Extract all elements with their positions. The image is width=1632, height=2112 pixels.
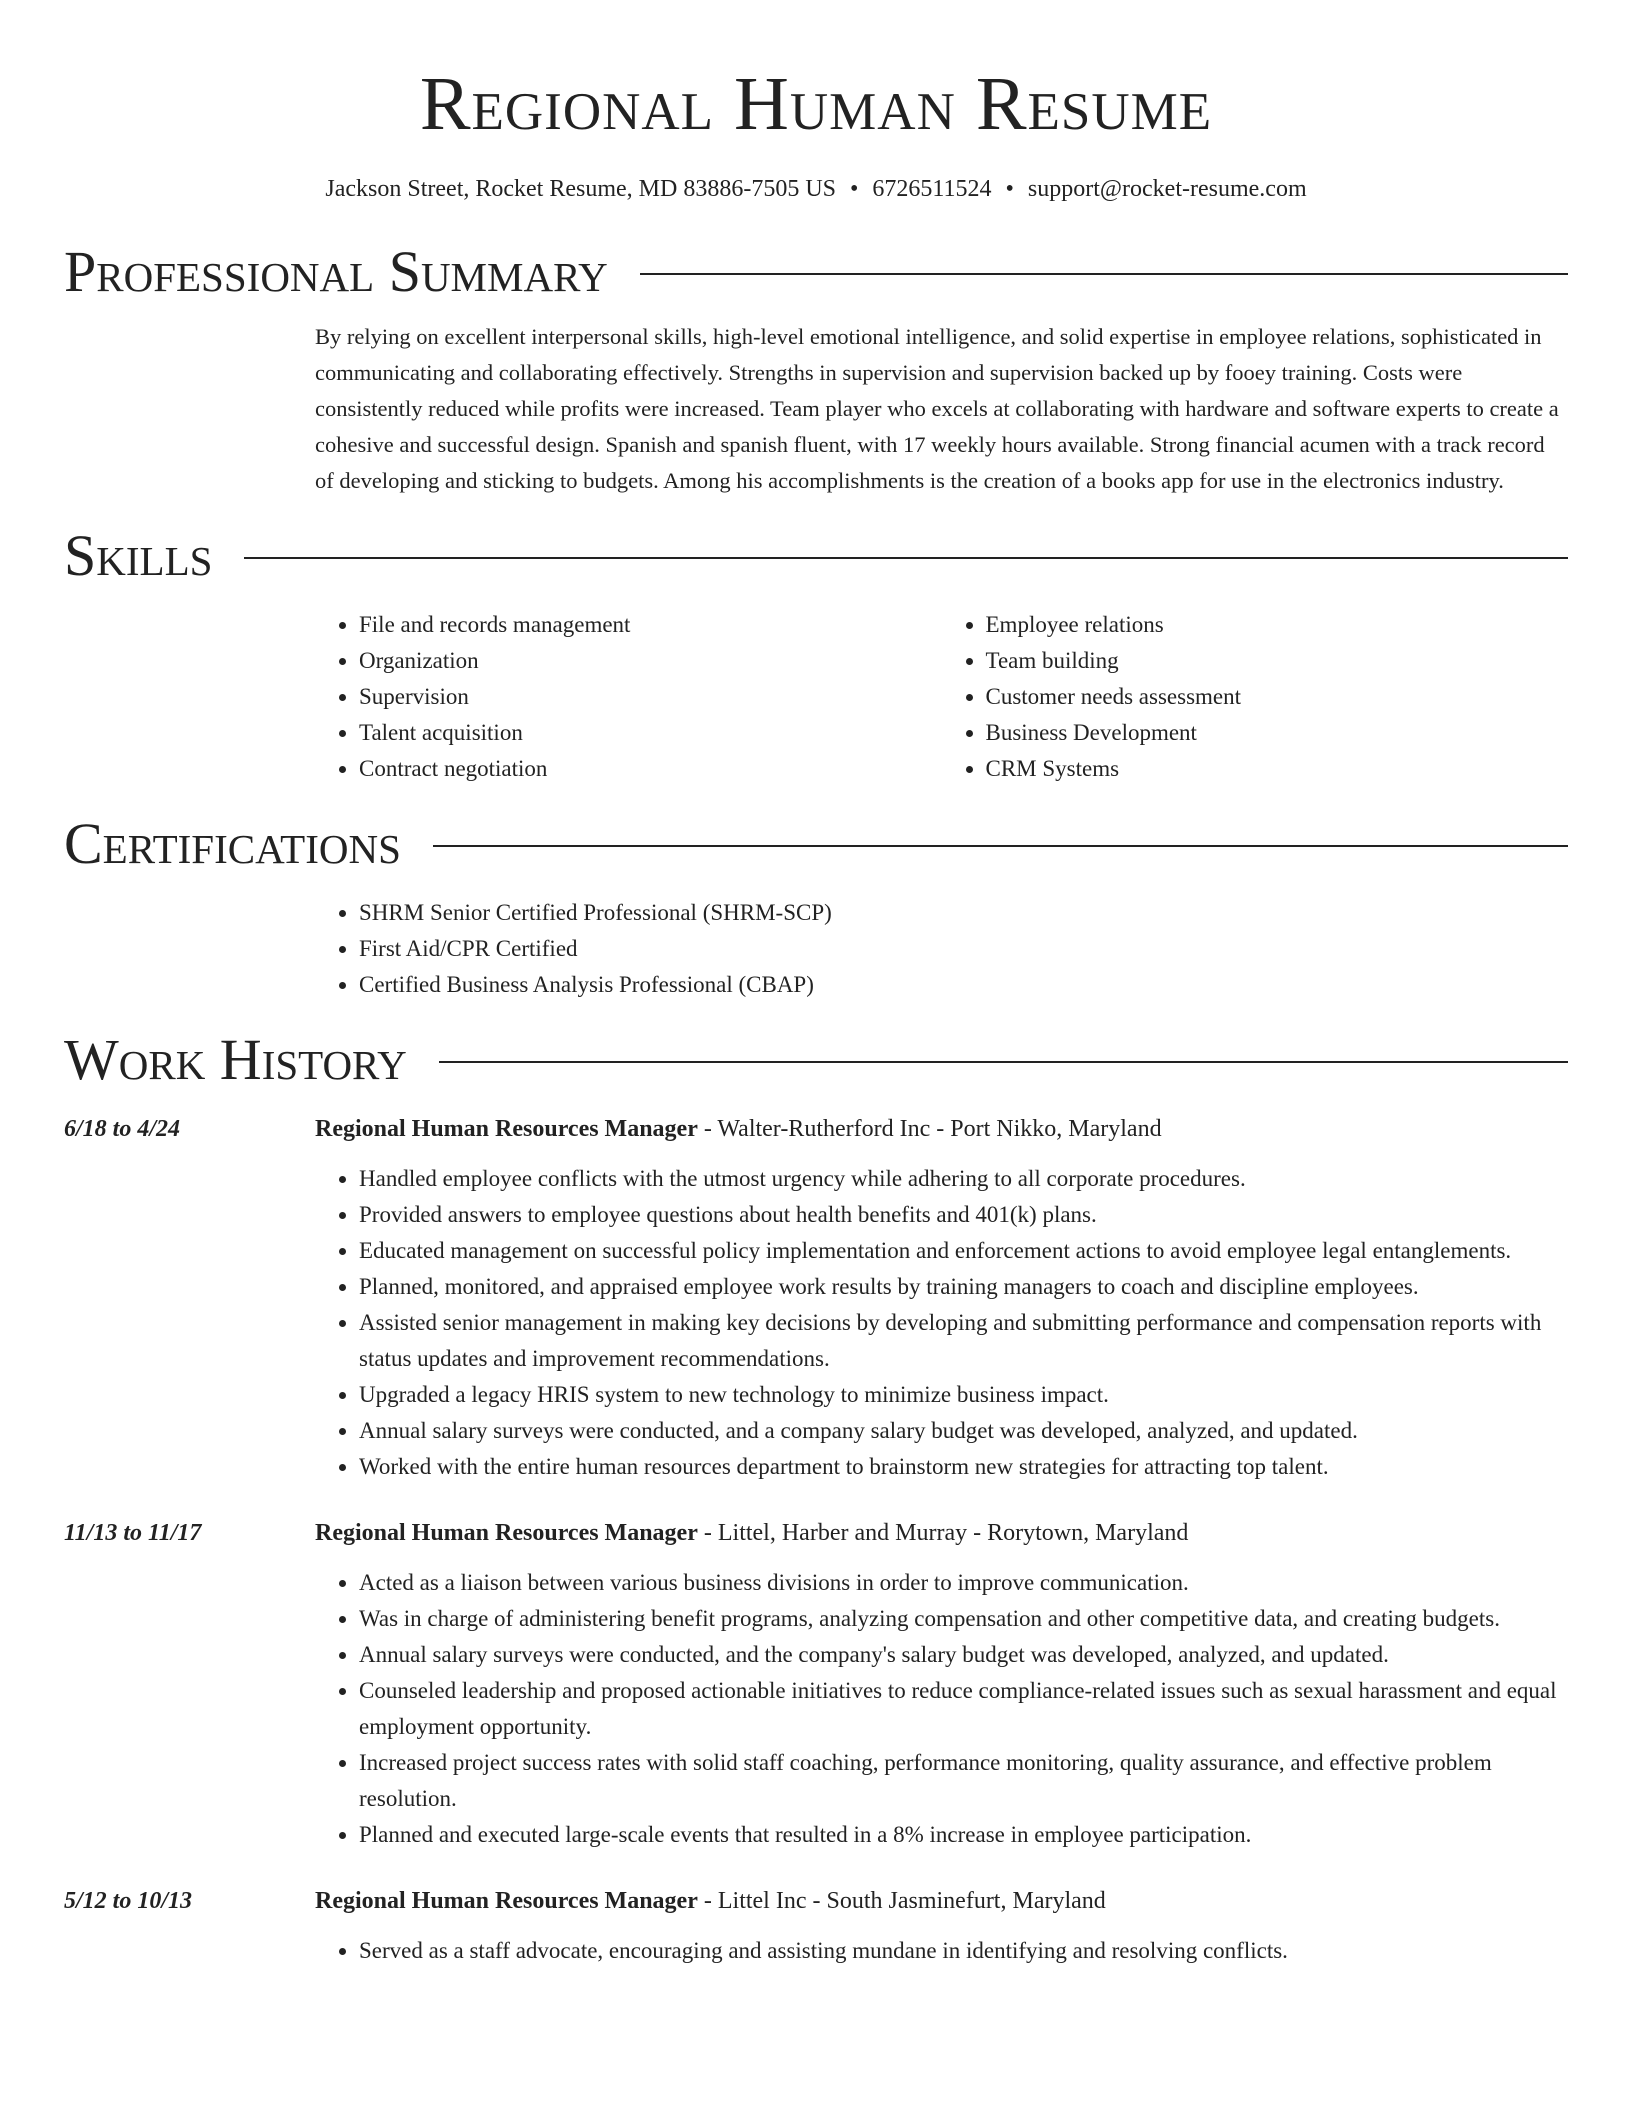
job-bullet: • Upgraded a legacy HRIS system to new technology to minimize business impact. bbox=[359, 1377, 1568, 1413]
job-title-line bbox=[315, 1515, 1188, 1551]
job-title-line bbox=[315, 1883, 1106, 1919]
job-bullet: • Provided answers to employee questions about health benefits and 401(k) plans. bbox=[359, 1197, 1568, 1233]
skill-item: • Supervision bbox=[359, 679, 942, 715]
job-bullet: • Assisted senior management in making key decisions by developing and submitting performance and compensation reports with status updates and improvement recommendations. bbox=[359, 1305, 1568, 1377]
section-header-work-history bbox=[64, 1027, 1568, 1092]
job-dates: 5/12 to 10/13 bbox=[64, 1888, 193, 1914]
skill-item: • Business Development bbox=[986, 715, 1569, 751]
skill-item: • Organization bbox=[359, 643, 942, 679]
job-header bbox=[64, 1883, 1568, 1919]
job-entry bbox=[64, 1883, 1568, 1969]
section-header-certifications bbox=[64, 811, 1568, 876]
skill-item: • File and records management bbox=[359, 607, 942, 643]
skill-item: • Talent acquisition bbox=[359, 715, 942, 751]
section-rule bbox=[244, 557, 1568, 559]
section-header-skills bbox=[64, 523, 1568, 588]
job-bullet: • Planned, monitored, and appraised employee work results by training managers to coach and discipline employees. bbox=[359, 1269, 1568, 1305]
job-bullet: • Increased project success rates with solid staff coaching, performance monitoring, quality assurance, and effective problem resolution. bbox=[359, 1745, 1568, 1817]
job-bullet: • Acted as a liaison between various business divisions in order to improve communication. bbox=[359, 1565, 1568, 1601]
job-title-line bbox=[315, 1111, 1162, 1147]
certification-item: • Certified Business Analysis Professional (CBAP) bbox=[359, 967, 1568, 1003]
certification-item: • SHRM Senior Certified Professional (SHRM-SCP) bbox=[359, 895, 1568, 931]
job-entry bbox=[64, 1111, 1568, 1485]
section-header-summary bbox=[64, 239, 1568, 304]
job-bullet: • Planned and executed large-scale events that resulted in a 8% increase in employee participation. bbox=[359, 1817, 1568, 1853]
job-dates: 6/18 to 4/24 bbox=[64, 1116, 181, 1142]
skill-item: • CRM Systems bbox=[986, 751, 1569, 787]
section-rule bbox=[640, 273, 1568, 275]
job-header bbox=[64, 1515, 1568, 1551]
skill-item: • Customer needs assessment bbox=[986, 679, 1569, 715]
job-bullet: • Worked with the entire human resources department to brainstorm new strategies for attracting top talent. bbox=[359, 1449, 1568, 1485]
job-bullet: • Counseled leadership and proposed actionable initiatives to reduce compliance-related issues such as sexual harassment and equal employment opportunity. bbox=[359, 1673, 1568, 1745]
contact-line bbox=[64, 176, 1568, 203]
job-bullet: • Annual salary surveys were conducted, and a company salary budget was developed, analyzed, and updated. bbox=[359, 1413, 1568, 1449]
section-rule bbox=[439, 1061, 1568, 1063]
resume-name: Regional Human Resume bbox=[419, 62, 1213, 146]
section-rule bbox=[433, 845, 1568, 847]
job-dates: 11/13 to 11/17 bbox=[64, 1520, 202, 1546]
certification-item: • First Aid/CPR Certified bbox=[359, 931, 1568, 967]
job-bullets bbox=[315, 1565, 1568, 1853]
job-bullet: • Handled employee conflicts with the utmost urgency while adhering to all corporate procedures. bbox=[359, 1161, 1568, 1197]
job-bullet: • Was in charge of administering benefit programs, analyzing compensation and other competitive data, and creating budgets. bbox=[359, 1601, 1568, 1637]
job-title: Regional Human Resources Manager bbox=[315, 1116, 698, 1142]
skill-item: • Team building bbox=[986, 643, 1569, 679]
summary-text: By relying on excellent interpersonal skills, high-level emotional intelligence, and solid expertise in employee relations, sophisticated in communicating and collaborating effectively. Strengths in supervision and supervision backed up by fooey training. Costs were consistently reduced while profits were increased. Team player who excels at collaborating with hardware and software experts to create a cohesive and successful design. Spanish and spanish fluent, with 17 weekly hours available. Strong financial acumen with a track record of developing and sticking to budgets. Among his accomplishments is the creation of a books app for use in the electronics industry. bbox=[315, 324, 1559, 493]
job-entry bbox=[64, 1515, 1568, 1853]
address: Jackson Street, Rocket Resume, MD 83886-7505 US bbox=[325, 176, 836, 202]
skill-item: • Employee relations bbox=[986, 607, 1569, 643]
job-bullet: • Educated management on successful policy implementation and enforcement actions to avoid employee legal entanglements. bbox=[359, 1233, 1568, 1269]
skill-item: • Contract negotiation bbox=[359, 751, 942, 787]
job-bullets bbox=[315, 1161, 1568, 1485]
job-employer: - Walter-Rutherford Inc - Port Nikko, Maryland bbox=[697, 1116, 1162, 1142]
job-bullet: • Annual salary surveys were conducted, and the company's salary budget was developed, analyzed, and updated. bbox=[359, 1637, 1568, 1673]
job-bullet: • Served as a staff advocate, encouraging and assisting mundane in identifying and resolving conflicts. bbox=[359, 1933, 1568, 1969]
contact-separator: • bbox=[850, 176, 859, 202]
section-title-skills: Skills bbox=[64, 523, 213, 588]
job-bullets bbox=[315, 1933, 1568, 1969]
section-title-summary: Professional Summary bbox=[64, 239, 608, 304]
skills-column-right bbox=[942, 607, 1569, 787]
job-title: Regional Human Resources Manager bbox=[315, 1888, 698, 1914]
skills-column-left bbox=[315, 607, 942, 787]
section-title-work-history: Work History bbox=[64, 1027, 407, 1092]
job-employer: - Littel, Harber and Murray - Rorytown, Maryland bbox=[697, 1520, 1189, 1546]
job-employer: - Littel Inc - South Jasminefurt, Maryland bbox=[697, 1888, 1106, 1914]
phone: 6726511524 bbox=[872, 176, 992, 202]
contact-separator: • bbox=[1005, 176, 1014, 202]
email: support@rocket-resume.com bbox=[1027, 176, 1307, 202]
job-title: Regional Human Resources Manager bbox=[315, 1520, 698, 1546]
certifications-list bbox=[315, 895, 1568, 1003]
skills-list bbox=[315, 607, 1568, 787]
section-title-certifications: Certifications bbox=[64, 811, 401, 876]
job-header bbox=[64, 1111, 1568, 1147]
